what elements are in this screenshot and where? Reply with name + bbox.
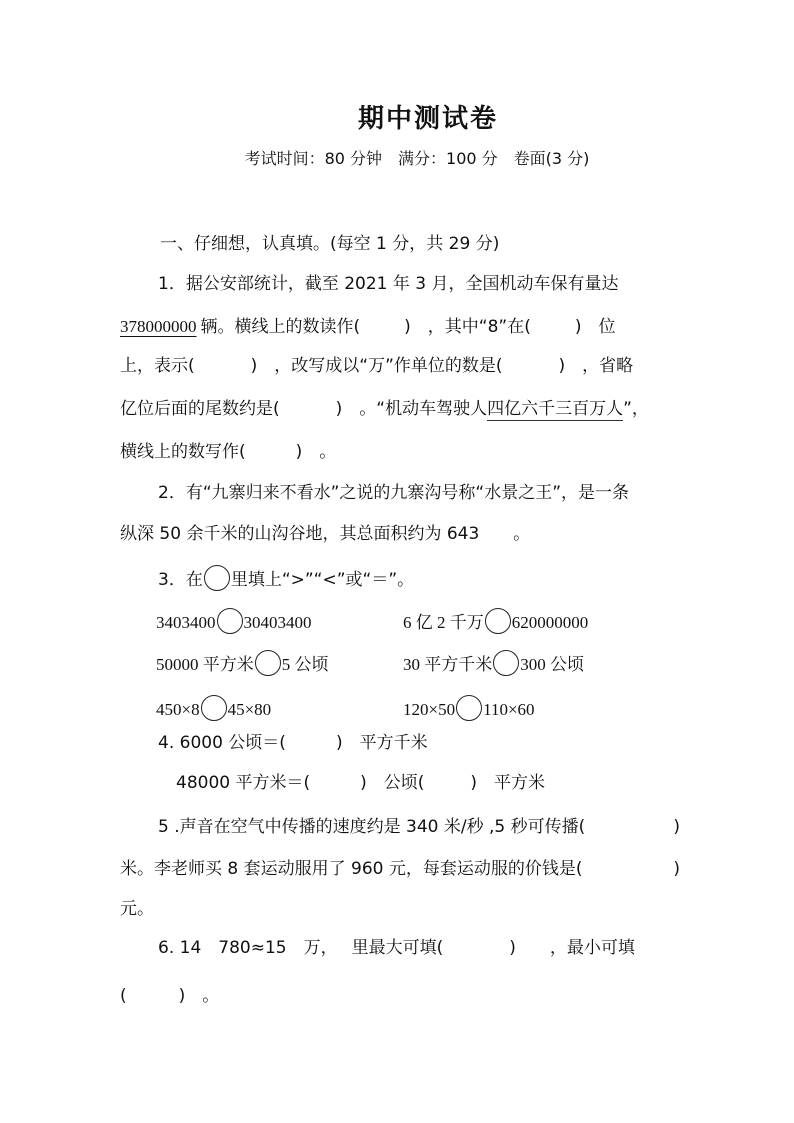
compare-circle[interactable]	[493, 650, 519, 676]
q4-text: ) 平方千米	[335, 733, 428, 753]
q1-line4	[120, 397, 649, 421]
q4-text: 48000 平方米＝(	[176, 773, 311, 793]
compare-item: 6 亿 2 千万 620000000	[403, 608, 588, 635]
exam-info: 考试时间：80 分钟 满分：100 分 卷面(3 分)	[244, 149, 590, 168]
q1-line3	[120, 354, 633, 378]
compare-circle[interactable]	[201, 695, 227, 721]
q6-text: (	[120, 986, 127, 1006]
compare-circle[interactable]	[485, 608, 511, 634]
compare-item: 50000 平方米 5 公顷	[156, 650, 329, 677]
q4-text: ) 平方米	[470, 773, 546, 793]
q5-text: 5 .声音在空气中传播的速度约是 340 米/秒 ,5 秒可传播(	[158, 817, 586, 837]
q3-instruction	[158, 565, 414, 592]
q6-line1	[158, 936, 635, 960]
compare-circle[interactable]	[217, 608, 243, 634]
q6-text: 6. 14 780≈15 万，	[158, 938, 338, 958]
compare-circle[interactable]	[255, 650, 281, 676]
q4-line1	[158, 731, 428, 755]
q5-text: 米。李老师买 8 套运动服用了 960 元，每套运动服的价钱是(	[120, 859, 583, 879]
q1-text: 亿位后面的尾数约是(	[120, 399, 280, 419]
q1-text: 上，表示(	[120, 356, 195, 376]
q1-line1: 1．据公安部统计，截至 2021 年 3 月，全国机动车保有量达	[158, 274, 619, 294]
q1-text: ) ，省略	[558, 356, 634, 376]
compare-item: 120×50 110×60	[403, 695, 535, 722]
q1-number: 378000000	[120, 317, 197, 336]
q1-text: 辆。横线上的数读作(	[200, 317, 361, 337]
q2-line2: 纵深 50 余千米的山沟谷地，其总面积约为 643 。	[120, 524, 531, 544]
q6-text: ，最小可填	[549, 938, 635, 958]
q6-text: ) 。	[178, 986, 220, 1006]
compare-item: 450×8 45×80	[156, 695, 271, 722]
q3-text: 里填上“>”“<”或“＝”。	[230, 570, 415, 590]
q1-text: 横线上的数写作(	[120, 442, 246, 462]
q5-text: )	[673, 859, 680, 879]
compare-circle[interactable]	[456, 695, 482, 721]
q1-text: ”，	[623, 399, 649, 419]
circle-icon	[204, 565, 230, 591]
q1-underlined-phrase: 四亿六千三百万人	[487, 399, 624, 419]
q6-text: )	[509, 938, 516, 958]
q5-line3: 元。	[120, 899, 154, 919]
q1-line2	[120, 315, 615, 339]
q4-text: ) 公顷(	[360, 773, 425, 793]
q1-text: ) 。	[295, 442, 337, 462]
q1-line5	[120, 440, 336, 464]
q1-text: ) 。“机动车驾驶人	[335, 399, 488, 419]
q3-text: 3．在	[158, 570, 203, 590]
q1-text: ) ，改写成以“万”作单位的数是(	[250, 356, 503, 376]
q4-line2	[176, 771, 545, 795]
section-heading: 一、仔细想，认真填。(每空 1 分，共 29 分)	[160, 234, 500, 254]
q1-text: ) ，其中“8”在(	[404, 317, 531, 337]
page-title: 期中测试卷	[357, 104, 498, 134]
q6-text: 里最大可填(	[351, 938, 444, 958]
q1-text: ) 位	[574, 317, 616, 337]
compare-item: 3403400 30403400	[156, 608, 312, 635]
q5-line2	[120, 857, 680, 881]
q6-line2	[120, 984, 219, 1008]
q2-line1: 2．有“九寨归来不看水”之说的九寨沟号称“水景之王”，是一条	[158, 483, 630, 503]
q5-line1	[158, 815, 680, 839]
q4-text: 4. 6000 公顷＝(	[158, 733, 286, 753]
q5-text: )	[673, 817, 680, 837]
compare-item: 30 平方千米 300 公顷	[403, 650, 584, 677]
